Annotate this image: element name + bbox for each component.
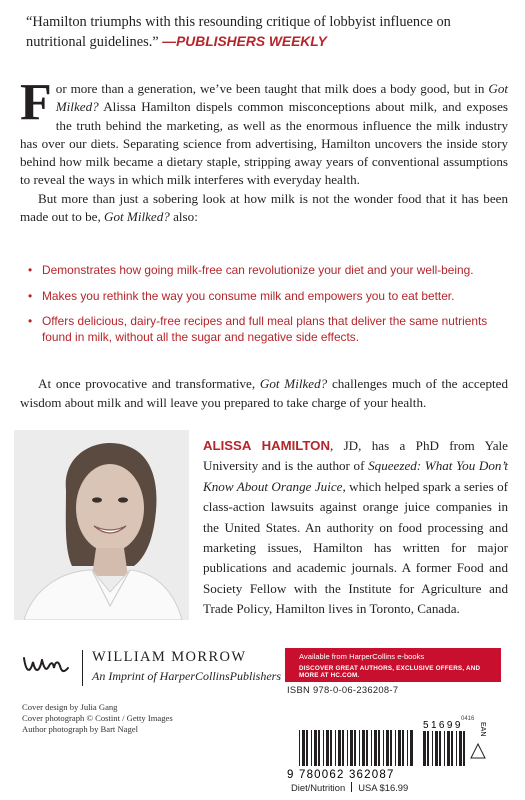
barcode-bar bbox=[407, 730, 408, 766]
barcode-bar bbox=[342, 730, 344, 766]
book-title-italic: Got Milked? bbox=[55, 81, 508, 115]
barcode-bar bbox=[326, 730, 329, 766]
bullet-icon: • bbox=[28, 288, 33, 303]
barcode-bar bbox=[432, 731, 433, 766]
barcode-bar bbox=[354, 730, 356, 766]
barcode-addon-bars bbox=[423, 731, 465, 766]
author-bio-text: , JD, has a PhD from Yale University and is the author of bbox=[203, 438, 508, 474]
barcode-bar bbox=[378, 730, 380, 766]
barcode-bar bbox=[447, 731, 450, 766]
barcode-bar bbox=[362, 730, 365, 766]
cover-credits bbox=[22, 702, 173, 736]
closing-paragraph bbox=[20, 375, 508, 412]
barcode-bar bbox=[323, 730, 324, 766]
barcode-bar bbox=[374, 730, 377, 766]
category-and-price bbox=[291, 782, 408, 793]
barcode-bar bbox=[371, 730, 372, 766]
closing-text: challenges much of the accepted wisdom about milk and will leave you prepared to take charge of your health. bbox=[20, 376, 508, 410]
barcode-bar bbox=[299, 730, 300, 766]
category-label: Diet/Nutrition bbox=[291, 782, 346, 793]
price-code: 0416 bbox=[461, 716, 475, 722]
meta-separator bbox=[351, 782, 352, 792]
barcode-addon-digits: 51699 bbox=[423, 720, 463, 731]
barcode-bar bbox=[366, 730, 368, 766]
credit-line: Cover design by Julia Gang bbox=[22, 702, 118, 712]
credit-line: Cover photograph © Costint / Getty Images bbox=[22, 713, 173, 724]
author-bio bbox=[203, 436, 508, 620]
barcode-bar bbox=[330, 730, 332, 766]
barcode-bar bbox=[338, 730, 341, 766]
drop-cap: F bbox=[20, 74, 52, 131]
description-paragraph-1 bbox=[20, 74, 508, 190]
publisher-logo-icon bbox=[22, 648, 70, 680]
barcode-bar bbox=[306, 730, 308, 766]
barcode-bar bbox=[383, 730, 384, 766]
list-item bbox=[28, 313, 498, 345]
book-title-italic: Got Milked? bbox=[259, 376, 328, 391]
publisher-imprint: An Imprint of HarperCollinsPublishers bbox=[92, 669, 282, 683]
barcode-bar bbox=[423, 731, 426, 766]
closing-text: At once provocative and transformative, bbox=[38, 376, 260, 391]
author-photo bbox=[14, 430, 189, 620]
barcode-bar bbox=[451, 731, 453, 766]
bullet-icon: • bbox=[28, 263, 33, 277]
author-portrait-illustration bbox=[14, 430, 189, 620]
ean-label: EAN bbox=[479, 722, 486, 737]
barcode-bar bbox=[402, 730, 404, 766]
description-text: But more than just a sobering look at how milk is not the wonder food that it has been made out to be, bbox=[20, 190, 508, 225]
barcode-bar bbox=[314, 730, 317, 766]
barcode-bar bbox=[459, 731, 462, 766]
barcode-bar bbox=[463, 731, 465, 766]
isbn-number: ISBN 978-0-06-236208-7 bbox=[287, 684, 399, 695]
ebook-banner-title: Available from HarperCollins e-books bbox=[299, 652, 425, 661]
barcode-bar bbox=[439, 731, 441, 766]
description-text: Alissa Hamilton dispels common misconceptions about milk, and exposes the truth behind the marketing, as well as the enormous influence the milk industry has over our diets. Separating science from advertising, Hamilton uncovers the inside story behind how milk became a dietary staple, stripping away years of conventional assumptions to reveal the ways in which milk interferes with everyday health. bbox=[20, 99, 508, 188]
price-label: USA $16.99 bbox=[358, 782, 409, 793]
pull-quote bbox=[26, 12, 496, 52]
barcode-bar bbox=[350, 730, 353, 766]
quote-source: —PUBLISHERS WEEKLY bbox=[162, 34, 327, 49]
barcode-bar bbox=[398, 730, 401, 766]
ean-triangle-icon bbox=[468, 714, 488, 766]
barcode-bar bbox=[311, 730, 312, 766]
barcode-bar bbox=[302, 730, 305, 766]
benefit-list bbox=[28, 262, 498, 355]
author-previous-book: Squeezed: What You Don’t Know About Orange Juice, bbox=[203, 458, 508, 494]
barcode-bar bbox=[318, 730, 320, 766]
description-paragraph-2 bbox=[20, 190, 508, 227]
list-item-text: Makes you rethink the way you consume milk and empowers you to eat better. bbox=[42, 288, 455, 303]
author-bio-text: which helped spark a series of class-action lawsuits against orange juice companies in the United States. An authority on food processing and marketing issues, Hamilton has written for major publications and academic journals. A former Food and Society Fellow with the Institute for Agriculture and Trade Policy, Hamilton lives in Toronto, Canada. bbox=[203, 478, 508, 617]
list-item-text: Demonstrates how going milk-free can revolutionize your diet and your well-being. bbox=[42, 263, 474, 277]
barcode-bar bbox=[386, 730, 389, 766]
list-item-text: Offers delicious, dairy-free recipes and full meal plans that deliver the same nutrients found in milk, without all the sugar and negative side effects. bbox=[42, 314, 488, 344]
publisher-divider bbox=[82, 650, 83, 686]
credit-line: Author photograph by Bart Nagel bbox=[22, 724, 138, 735]
barcode-bar bbox=[435, 731, 438, 766]
barcode-main-bars bbox=[299, 730, 413, 766]
barcode-bar bbox=[444, 731, 445, 766]
barcode-bar bbox=[427, 731, 429, 766]
ebook-banner-subtitle: DISCOVER GREAT AUTHORS, EXCLUSIVE OFFERS, AND MORE AT HC.COM. bbox=[299, 665, 481, 679]
author-name: ALISSA HAMILTON bbox=[203, 438, 330, 453]
description-text: also: bbox=[169, 209, 198, 225]
book-description bbox=[20, 74, 508, 226]
book-title-italic: Got Milked? bbox=[104, 209, 170, 225]
quote-text: “Hamilton triumphs with this resounding critique of lobbyist influence on nutritional guidelines.” bbox=[26, 14, 451, 50]
barcode-bar bbox=[456, 731, 457, 766]
barcode-bar bbox=[395, 730, 396, 766]
barcode-bar bbox=[390, 730, 392, 766]
list-item bbox=[28, 288, 498, 304]
list-item bbox=[28, 262, 498, 278]
bullet-icon: • bbox=[28, 314, 33, 328]
barcode-bar bbox=[410, 730, 413, 766]
publisher-name: WILLIAM MORROW bbox=[92, 649, 247, 665]
barcode-bar bbox=[335, 730, 336, 766]
barcode-digits: 9 780062 362087 bbox=[287, 769, 395, 780]
barcode-bar bbox=[359, 730, 360, 766]
ebook-banner bbox=[285, 648, 501, 682]
barcode-bar bbox=[347, 730, 348, 766]
description-text: or more than a generation, we’ve been taught that milk does a body good, but in bbox=[55, 81, 489, 96]
